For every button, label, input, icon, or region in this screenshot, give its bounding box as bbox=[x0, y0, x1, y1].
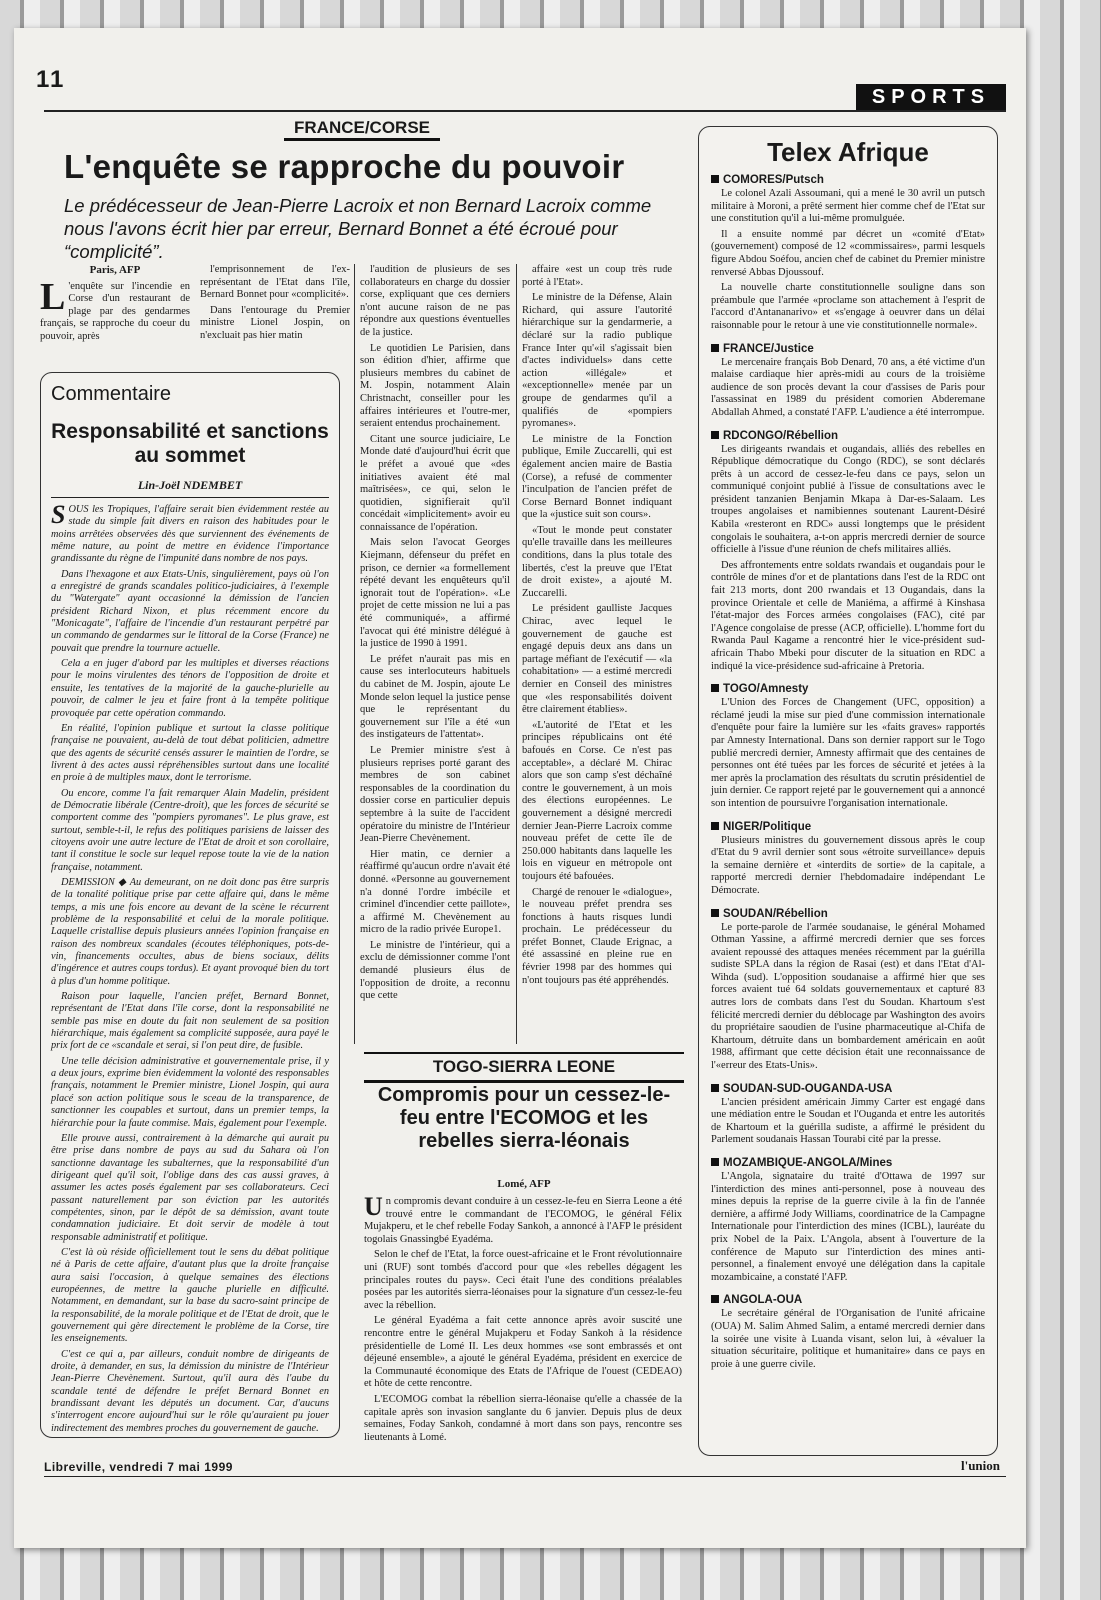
main-headline: L'enquête se rapproche du pouvoir bbox=[64, 148, 625, 185]
main-col1 bbox=[40, 264, 190, 364]
telex-item-body bbox=[711, 1097, 985, 1147]
telex-item-head bbox=[711, 343, 985, 355]
togo-dateline: Lomé, AFP bbox=[497, 1178, 551, 1190]
main-dateline: Paris, AFP bbox=[89, 264, 141, 276]
telex-item-title: RDCONGO/Rébellion bbox=[723, 429, 839, 442]
bullet-square-icon bbox=[711, 175, 719, 183]
main-col2 bbox=[200, 264, 350, 364]
commentary-p: Une telle décision administrative et gouvernementale prise, il y a deux jours, exprime bien évidemment la volonté des responsables français, notamment le Premier ministre, Lionel Jospin, qui aura placé son action politique sous le sceau de la transparence, de sanctionner les coupables et surtout, dans un premier temps, la hiérarchie pour la faute commise. Mais, également pour l'exemple. bbox=[51, 1055, 329, 1129]
commentary-label: Commentaire bbox=[51, 383, 172, 405]
main-col4-p: Le président gaulliste Jacques Chirac, avec lequel le gouvernement de gauche est engagé depuis deux ans dans un partage méfiant de l'exécutif — «la cohabitation» — a estimé mercredi dernier en Conseil des ministres que «les responsabilités doivent être clairement établies». bbox=[522, 603, 672, 716]
telex-item-body bbox=[711, 188, 985, 333]
main-col3-p: Le ministre de l'intérieur, qui a exclu de démissionner comme l'ont demandé plusieurs élus de l'opposition de droite, a reconnu que cette bbox=[360, 939, 510, 1002]
telex-item-title: SOUDAN-SUD-OUGANDA-USA bbox=[723, 1082, 893, 1095]
telex-item bbox=[711, 1294, 985, 1371]
commentary-p: Elle prouve aussi, contrairement à la démarche qui aurait pu être prise dans nombre de pays au sud du Sahara où l'on sanctionne davantage les subalternes, que la responsabilité d'un dirigeant quel qu'il soit, l'oblige dans des cas aussi graves, à assumer les actes posés également par ses collaborateurs. Ceci passant naturellement par son éviction par les autorités compétentes, sinon, par le dépôt de sa démission, avant toute condamnation judiciaire. Et doit servir de modèle à tout responsable administratif et politique. bbox=[51, 1132, 329, 1243]
telex-item-paragraph: Des affrontements entre soldats rwandais et ougandais pour le contrôle de mines d'or et de plantations dans l'est de la RDC ont fait 213 morts, dont 200 rwandais et 13 Ougandais, dans la province Orientale et celle de Maniéma, a affirmé à Kinshasa l'état-major des Forces armées congolaises (FAC), cité par l'Agence congolaise de presse (ACP, officielle). L'homme fort du Rwanda Paul Kagame a rencontré hier le vice-président sud-africain Thabo Mbeki pour discuter de la situation en RDC a indiqué la vice-présidence sud-africaine à Pretoria. bbox=[711, 559, 985, 672]
telex-item-title: COMORES/Putsch bbox=[723, 174, 824, 186]
commentary-p: C'est là où réside officiellement tout le sens du débat politique né à Paris de cette affaire, d'autant plus que la droite française aura saisi l'occasion, à quelque semaines des élections européennes, de mettre la gauche plurielle en difficulté. Notamment, en demandant, sur la base du sacro-saint principe de la responsabilité, de la morale politique et de l'Etat de droit, que le gouvernement qui gère directement le problème de la Corse, tire les enseignements. bbox=[51, 1246, 329, 1345]
telex-item-head bbox=[711, 908, 985, 920]
telex-item-paragraph: Le porte-parole de l'armée soudanaise, le général Mohamed Othman Yassine, a affirmé mercredi dernier que ses forces avaient repoussé des attaques menées récemment par la guérilla sudiste SPLA dans la région de Rasai (est) et dans l'Etat d'Al-Wihda (sud). L'opposition soudanaise a affirmé hier que ses forces avaient tué 64 soldats gouvernementaux et capturé 83 autres lors de combats dans l'est du Soudan. Khartoum s'est félicité mercredi dernier du déblocage par Washington des avoirs du propriétaire saoudien de l'usine pharmaceutique al-Chifa de Khartoum, détruite dans un bombardement américain en août 1988, affirmant que cette décision était une reconnaissance de l'«erreur des Etats-Unis». bbox=[711, 921, 985, 1072]
commentary-p: Dans l'hexagone et aux Etats-Unis, singulièrement, pays où l'on a enregistré de grands scandales politico-judiciaires, à l'exemple du "Watergate" ayant occasionné la démission de l'ancien président Richard Nixon, et plus récemment encore du "Monicagate", l'affaire de l'incendie d'un restaurant perpétré par un commando de gendarmes sur le littoral de la Corse (France) ne pouvait que prendre la tournure actuelle. bbox=[51, 568, 329, 654]
commentary-box bbox=[40, 372, 340, 1438]
telex-item-body bbox=[711, 835, 985, 898]
commentary-body bbox=[51, 500, 329, 1438]
telex-item-title: SOUDAN/Rébellion bbox=[723, 907, 828, 920]
telex-item-body bbox=[711, 444, 985, 674]
top-rule bbox=[44, 110, 1006, 112]
main-col4-p: Le ministre de la Fonction publique, Emile Zuccarelli, qui est également ancien maire de Bastia (Corse), a refusé de commenter l'inculpation de l'ancien préfet de Corse Bernard Bonnet indiquant que la «justice suit son cours». bbox=[522, 433, 672, 521]
footer-logo: l'union bbox=[960, 1458, 1000, 1473]
bullet-square-icon bbox=[711, 822, 719, 830]
main-col4-p: affaire «est un coup très rude porté à l'Etat». bbox=[522, 264, 672, 288]
bullet-square-icon bbox=[711, 344, 719, 352]
togo-p: Selon le chef de l'Etat, la force ouest-africaine et le Front révolutionnaire uni (RUF) sont tombés d'accord pour que «les rebelles dégagent les principales routes du pays». Ceci était l'une des conditions préalables posées par les autorités sierra-léonaises pour la signature d'un cessez-le-feu avec la rébellion. bbox=[364, 1249, 682, 1311]
bullet-square-icon bbox=[711, 909, 719, 917]
telex-item-title: TOGO/Amnesty bbox=[723, 683, 809, 696]
main-col4-p: «L'autorité de l'Etat et les principes républicains ont été bafoués en Corse. Ce n'est pas acceptable», a déclaré M. Chirac alors que son camp s'est déchaîné contre le gouvernement, à un mois des élections européennes. Le gouvernement a désigné mercredi dernier Jean-Pierre Lacroix comme nouveau préfet de cette île de 250.000 habitants dans laquelle les lois en vigueur en métropole ont toujours été bafouées. bbox=[522, 719, 672, 882]
main-kicker: FRANCE/CORSE bbox=[284, 118, 440, 141]
telex-item-paragraph: Le colonel Azali Assoumani, qui a mené le 30 avril un putsch militaire à Moroni, a prêté serment hier comme chef de l'Etat sur une constitution qu'il a lui-même promulguée. bbox=[711, 188, 985, 225]
column-rule bbox=[516, 264, 517, 1044]
main-col3-p: Hier matin, ce dernier a réaffirmé qu'aucun ordre n'avait été donné. «Personne au gouvernement n'a donné l'ordre imbécile et criminel d'incendier cette paillote», a affirmé M. Chevènement au micro de la radio privée Europe1. bbox=[360, 848, 510, 936]
column-rule bbox=[354, 264, 355, 1044]
togo-p: L'ECOMOG combat la rébellion sierra-léonaise qu'elle a chassée de la capitale après son invasion sanglante du 6 janvier. Depuis plus de deux semaines, Foday Sankoh, condamné à mort dans son pays, rencontre ses lieutenants à Lomé. bbox=[364, 1393, 682, 1443]
telex-item-title: MOZAMBIQUE-ANGOLA/Mines bbox=[723, 1157, 893, 1169]
main-col3-p: Citant une source judiciaire, Le Monde daté d'aujourd'hui écrit que le préfet a avoué que «des initiatives avaient été mal maîtrisées», ce qui, selon le quotidien, signifierait qu'il concédait «implicitement» avoir eu connaissance de l'opération. bbox=[360, 433, 510, 533]
telex-item-head bbox=[711, 1083, 985, 1095]
main-col2-p: l'emprisonnement de l'ex-représentant de l'Etat dans l'île, Bernard Bonnet pour «complicité». bbox=[200, 264, 350, 301]
telex-item bbox=[711, 1083, 985, 1147]
main-deck: Le prédécesseur de Jean-Pierre Lacroix et non Bernard Lacroix comme nous l'avons écrit hier par erreur, Bernard Bonnet a été écroué pour “complicité”. bbox=[64, 195, 652, 262]
telex-item-paragraph: Plusieurs ministres du gouvernement dissous après le coup d'Etat du 9 avril dernier sont sous «étroite surveillance» depuis la semaine dernière et «interdits de sortie» de la capitale, a rapporté mercredi dernier l'hebdomadaire indépendant Le Démocrate. bbox=[711, 834, 985, 896]
telex-item-title: FRANCE/Justice bbox=[723, 342, 814, 355]
togo-headline: Compromis pour un cessez-le-feu entre l'ECOMOG et les rebelles sierra-léonais bbox=[377, 1084, 671, 1152]
telex-item-paragraph: Le mercenaire français Bob Denard, 70 ans, a été victime d'un malaise cardiaque hier après-midi au cours de la troisième audience de son procès devant la cour d'assises de Paris pour l'assassinat en 1989 du président comorien Abderemane Abdallah Ahmed, a constaté l'AFP. L'audience a été interrompue. bbox=[711, 356, 985, 418]
bullet-square-icon bbox=[711, 1295, 719, 1303]
main-col3 bbox=[360, 264, 510, 1048]
telex-item-title: ANGOLA-OUA bbox=[723, 1294, 803, 1307]
telex-item-paragraph: L'Angola, signataire du traité d'Ottawa de 1997 sur l'interdiction des mines anti-personnel, pose à nouveau des mines depuis la reprise de la guerre civile à la fin de l'année dernière, a affirmé Jody Williams, coordinatrice de la Campagne Internationale pour l'interdiction des mines (ICBL), lauréate du prix Nobel de la Paix. L'Angola, absent à l'ouverture de la conférence de Maputo sur l'interdiction des mines anti-personnel, a finalement envoyé une délégation dans la capitale mozambicaine, a constaté l'AFP. bbox=[711, 1171, 985, 1283]
commentary-p: OUS les Tropiques, l'affaire serait bien évidemment restée au stade du simple fait divers en raison des habitudes pour le moins arrêtées observées dès que surviennent des événements de même nature, au point de mettre en évidence l'importance grandissante du règne de l'impunité dans nombre de nos pays. bbox=[51, 504, 329, 565]
commentary-p: Ou encore, comme l'a fait remarquer Alain Madelin, président de Démocratie libérale (Centre-droit), que les forces de sécurité se comportent comme des "pompiers pyromanes". Le plus grave, est surtout, semble-t-il, le refus des politiques parisiens de laisser des citoyens avoir une autre lecture de l'Etat de droit et son corollaire, tant il constitue le socle sur lequel repose toute la vie de la nation française, notamment. bbox=[51, 787, 329, 873]
bullet-square-icon bbox=[711, 1158, 719, 1166]
main-col1-text: 'enquête sur l'incendie en Corse d'un restaurant de plage par des gendarmes français, se rapproche du coeur du pouvoir, après bbox=[40, 280, 190, 342]
main-col4-p: Chargé de renouer le «dialogue», le nouveau préfet prendra ses fonctions à hauts risques lundi prochain. Le prédécesseur du préfet Bonnet, Claude Erignac, a été assassiné en pleine rue en février 1998 par des hommes qui n'ont toujours pas été appréhendés. bbox=[522, 886, 672, 986]
commentary-dropcap: S bbox=[51, 500, 66, 529]
telex-item-head bbox=[711, 1294, 985, 1306]
footer-dateline: Libreville, vendredi 7 mai 1999 bbox=[44, 1460, 233, 1474]
togo-body bbox=[364, 1196, 682, 1446]
commentary-p: En réalité, l'opinion publique et surtout la classe politique française ne pouvaient, au-delà de tout débat politicien, admettre que des agents de sécurité censés assurer le maintien de l'ordre, se livrent à des actes aussi répréhensibles surtout dans une localité en proie à de multiples maux, dont le terrorisme. bbox=[51, 722, 329, 784]
commentary-byline: Lin-Joël NDEMBET bbox=[51, 478, 329, 498]
telex-item-body bbox=[711, 1308, 985, 1371]
main-col2-p: Dans l'entourage du Premier ministre Lionel Jospin, on n'excluait pas hier matin bbox=[200, 304, 350, 341]
main-col3-p: Le Premier ministre s'est à plusieurs reprises porté garant des membres de son cabinet responsables de la coordination du dossier corse en particulier depuis septembre à la suite de l'accident opératoire du ministre de l'Intérieur Jean-Pierre Chevènement. bbox=[360, 744, 510, 845]
telex-item-title: NIGER/Politique bbox=[723, 820, 812, 833]
telex-box bbox=[698, 126, 998, 1456]
telex-items bbox=[711, 174, 985, 1371]
telex-item-head bbox=[711, 430, 985, 442]
bullet-square-icon bbox=[711, 431, 719, 439]
togo-kicker: TOGO-SIERRA LEONE bbox=[364, 1052, 684, 1083]
bottom-rule bbox=[44, 1476, 1006, 1477]
telex-item-head bbox=[711, 1157, 985, 1169]
page-number: 11 bbox=[36, 66, 66, 93]
telex-item-paragraph: L'Union des Forces de Changement (UFC, opposition) a réclamé jeudi la mise sur pied d'une commission internationale d'enquête pour faire la lumière sur les «faits graves» rapportés par Amnesty International. Dans son dernier rapport sur le Togo publié mercredi dernier, Amnesty affirmait que des centaines de personnes ont été tuées par les forces de sécurité et jetées à la mer après la proclamation des résultats du scrutin présidentiel de juin dernier. Ce rapport rejeté par le gouvernement qui a annoncé son intention de poursuivre l'organisation internationale. bbox=[711, 697, 985, 809]
telex-item bbox=[711, 343, 985, 420]
main-col3-p: Le préfet n'aurait pas mis en cause ses interlocuteurs habituels du cabinet de M. Jospin, ajoute Le Monde selon lequel la justice pense que le représentant du gouvernement sur l'île a été «un des instigateurs de l'attentat». bbox=[360, 653, 510, 741]
togo-p: n compromis devant conduire à un cessez-le-feu en Sierra Leone a été trouvé entre le commandant de l'ECOMOG, le général Félix Mujakperu, et le chef rebelle Foday Sankoh, a annoncé à l'AFP le président togolais Gnassingbé Eyadéma. bbox=[364, 1196, 682, 1245]
telex-item-paragraph: Le secrétaire général de l'Organisation de l'unité africaine (OUA) M. Salim Ahmed Salim, a entamé mercredi dernier dans la soirée une visite à Luanda visant, selon lui, à «évaluer la situation sécuritaire, politique et humanitaire» dans ce pays en proie à une guerre civile. bbox=[711, 1308, 985, 1370]
telex-item-head bbox=[711, 174, 985, 186]
main-col4-p: «Tout le monde peut constater qu'elle travaille dans les meilleures conditions, dans la plus totale des libertés, c'est la preuve que l'Etat de droit existe», a ajouté M. Zuccarelli. bbox=[522, 524, 672, 599]
telex-item-head bbox=[711, 821, 985, 833]
main-col3-p: l'audition de plusieurs de ses collaborateurs en charge du dossier corse, expliquant que ces derniers n'ont aucune raison de ne pas répondre aux questions éventuelles de la justice. bbox=[360, 264, 510, 338]
commentary-p: Cela a en juger d'abord par les multiples et diverses réactions pour le moins virulentes des ténors de l'opposition de droite et ensuite, les tentatives de la majorité de la gauche-plurielle au pouvoir, de calmer le jeu et faire front à la tempête politique provoquée par cette opération commando. bbox=[51, 658, 329, 719]
bullet-square-icon bbox=[711, 684, 719, 692]
telex-item-head bbox=[711, 683, 985, 695]
commentary-p: Raison pour laquelle, l'ancien préfet, Bernard Bonnet, représentant de l'Etat dans l'île corse, dont la responsabilité ne semble pas mise en doute du fait non seulement de sa position hiérarchique, mais également sa complicité supposée, aura payé le prix fort de ce «scandale et serai, si l'on peut dire, de fusible. bbox=[51, 991, 329, 1052]
commentary-p: C'est ce qui a, par ailleurs, conduit nombre de dirigeants de droite, à demander, en sus, la démission du ministre de l'Intérieur Jean-Pierre Chevènement. Surtout, qu'il aura dès l'aube du scandale tenté de défendre le préfet Bernard Bonnet en brandissant devant les députés un document. Car, d'aucuns s'interrogent encore aujourd'hui sur le rôle qu'auraient pu jouer indirectement des membres proches du gouvernement de gauche. bbox=[51, 1348, 329, 1434]
telex-item-paragraph: Les dirigeants rwandais et ougandais, alliés des rebelles en République démocratique du Congo (RDC), se sont déclarés prêts à un accord de cessez-le-feu dans ce pays, selon un communiqué conjoint publié à l'issue de consultations avec le président tanzanien Benjamin Mkapa à Dar-es-Salaam. Les troupes angolaises et namibiennes soutenant Laurent-Désiré Kabila «resteront en RDC» aussi longtemps que le président congolais le souhaitera, a-t-on appris mercredi dernier de source officielle à l'issue d'une réunion de chefs militaires alliés. bbox=[711, 443, 985, 556]
bullet-square-icon bbox=[711, 1084, 719, 1092]
telex-item-body bbox=[711, 1171, 985, 1284]
main-dropcap: L bbox=[40, 275, 66, 318]
telex-item-paragraph: La nouvelle charte constitutionnelle souligne dans son préambule que l'armée «proclame son attachement à l'esprit de l'accord d'Antananarivo» et «s'engage à oeuvrer dans un délai raisonnable pour le retour à une vie constitutionnelle normale». bbox=[711, 282, 985, 331]
section-banner: SPORTS bbox=[856, 84, 1006, 110]
main-col3-p: Mais selon l'avocat Georges Kiejmann, défenseur du préfet en prison, ce dernier «a formellement répété devant les enquêteurs qu'il ignorait tout de l'opération». «Le projet de cette mission ne lui a pas été communiqué», a affirmé l'avocat qui été ministre délégué à la justice de 1990 à 1991. bbox=[360, 537, 510, 650]
commentary-title: Responsabilité et sanctions au sommet bbox=[51, 420, 329, 467]
telex-item bbox=[711, 430, 985, 674]
togo-p: Le général Eyadéma a fait cette annonce après avoir suscité une rencontre entre le général Mujakperu et Foday Sankoh à la résidence présidentielle de Lomé II. Les deux hommes «se sont embrassés et ont déjeuné ensemble», a ajouté le général Eyadéma, président en exercice de la Communauté économique des Etats de l'Afrique de l'ouest (CEDEAO) et hôte de cette rencontre. bbox=[364, 1315, 682, 1390]
telex-item bbox=[711, 821, 985, 898]
telex-item bbox=[711, 908, 985, 1073]
telex-item-paragraph: Il a ensuite nommé par décret un «comité d'Etat» (gouvernement) composé de 12 «commissaires», parmi lesquels figure Abdou Soéfou, ancien chef de cabinet du Premier ministre renversé Abbas Djoussouf. bbox=[711, 228, 985, 278]
main-col4 bbox=[522, 264, 672, 1048]
telex-title: Telex Afrique bbox=[767, 137, 929, 167]
telex-item-paragraph: L'ancien président américain Jimmy Carter est engagé dans une médiation entre le Soudan et l'Ouganda et entre les autorités de Khartoum et la guérilla sudiste, a affirmé le président du Parlement soudanais Hassan Tourabi cité par la presse. bbox=[711, 1096, 985, 1146]
telex-item-body bbox=[711, 357, 985, 420]
telex-item bbox=[711, 683, 985, 810]
telex-item bbox=[711, 1157, 985, 1284]
telex-item bbox=[711, 174, 985, 333]
newspaper-page bbox=[14, 28, 1026, 1548]
togo-dropcap: U bbox=[364, 1196, 383, 1221]
telex-item-body bbox=[711, 922, 985, 1073]
commentary-p: DEMISSION ◆ Au demeurant, on ne doit donc pas être surpris de la tonalité politique prise par cette affaire qui, dans le même temps, a mis une fois encore au devant de la scène le récurrent problème de la responsabilité et celui de la morale politique. Laquelle cristallise depuis plusieurs années l'opinion française en raison des nombreux scandales (écoutes téléphoniques, pots-de-vin, financements occultes, abus de biens sociaux, délits d'ingérence et autres coups tordus). Et ayant provoqué bien du tort à plus d'un homme politique. bbox=[51, 876, 329, 987]
main-col4-p: Le ministre de la Défense, Alain Richard, qui assure l'autorité hiérarchique sur la gendarmerie, a déclaré sur la radio publique France Inter qu'«il s'agissait bien d'actes individuels» dans cette action «illégale» et «exceptionnelle» menée par un groupe de gendarmes qu'il a qualifiés de «pompiers pyromanes». bbox=[522, 292, 672, 430]
telex-item-body bbox=[711, 697, 985, 810]
main-col3-p: Le quotidien Le Parisien, dans son édition d'hier, affirme que plusieurs membres du cabinet de M. Jospin, notamment Alain Christnacht, conseiller pour les affaires intérieures et l'outre-mer, seraient entendus prochainement. bbox=[360, 342, 510, 430]
